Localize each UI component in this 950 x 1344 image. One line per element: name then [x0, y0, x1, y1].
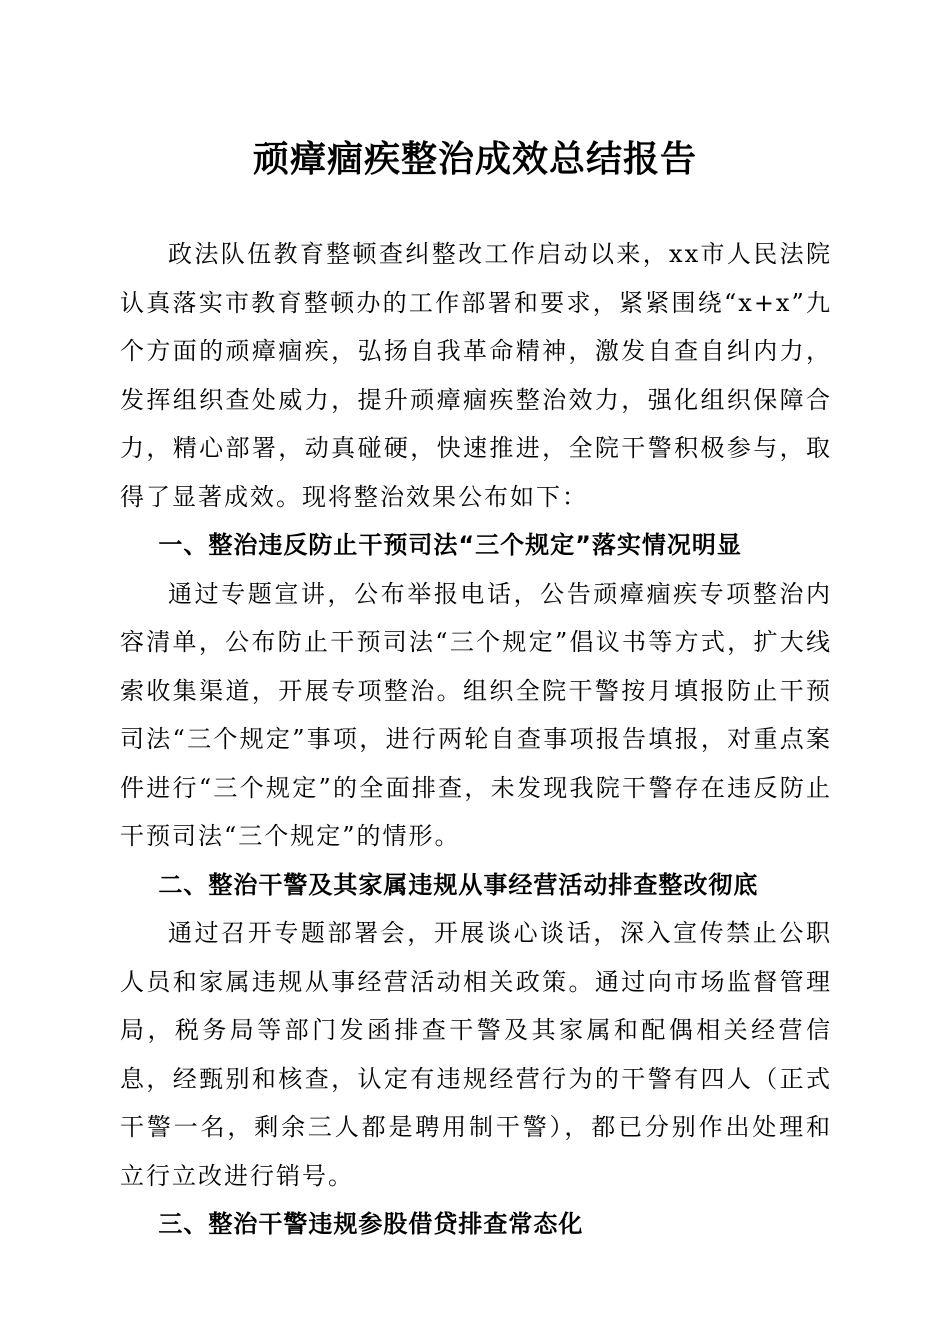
section-heading-2: 二、整治干警及其家属违规从事经营活动排查整改彻底: [158, 870, 759, 899]
intro-paragraph: 政法队伍教育整顿查纠整改工作启动以来，xx市人民法院认真落实市教育整顿办的工作部署和要求，紧紧围绕“x+x”九个方面的顽瘴痼疾，弘扬自我革命精神，激发自查自纠内力，发挥组织查处威力，提升顽瘴痼疾整治效力，强化组织保障合力，精心部署，动真碰硬，快速推进，全院干警积极参与，取得了显著成效。现将整治效果公布如下：: [120, 240, 832, 511]
document-body: [120, 230, 832, 1249]
section-body-2: 通过召开专题部署会，开展谈心谈话，深入宣传禁止公职人员和家属违规从事经营活动相关政策。通过向市场监督管理局，税务局等部门发函排查干警及其家属和配偶相关经营信息，经甄别和核查，认定有违规经营行为的干警有四人（正式干警一名，剩余三人都是聘用制干警），都已分别作出处理和立行立改进行销号。: [120, 919, 832, 1190]
document-title: 顽瘴痼疾整治成效总结报告: [252, 138, 697, 180]
section-body-1: 通过专题宣讲，公布举报电话，公告顽瘴痼疾专项整治内容清单，公布防止干预司法“三个规定”倡议书等方式，扩大线索收集渠道，开展专项整治。组织全院干警按月填报防止干预司法“三个规定”事项，进行两轮自查事项报告填报，对重点案件进行“三个规定”的全面排查，未发现我院干警存在违反防止干预司法“三个规定”的情形。: [120, 579, 832, 850]
section-heading-1: 一、整治违反防止干预司法“三个规定”落实情况明显: [158, 531, 742, 559]
section-heading-3: 三、整治干警违规参股借贷排查常态化: [158, 1210, 584, 1238]
